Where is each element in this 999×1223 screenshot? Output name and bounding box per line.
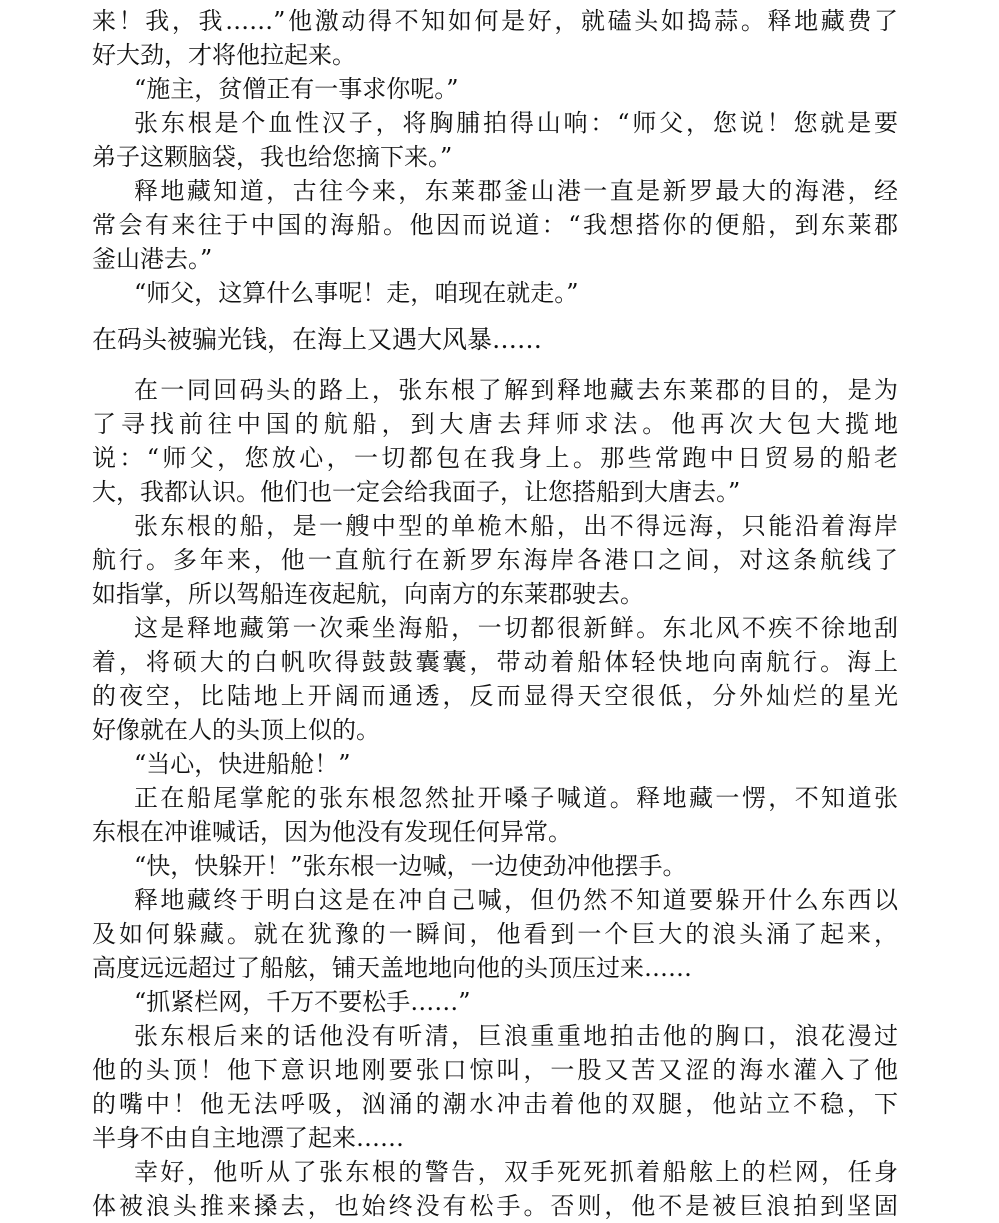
text-line: 好像就在人的头顶上似的。 <box>92 716 380 744</box>
text-line: 如指掌，所以驾船连夜起航，向南方的东莱郡驶去。 <box>92 580 644 608</box>
text-line: 釜山港去。” <box>92 245 213 273</box>
text-line: 正在船尾掌舵的张东根忽然扯开嗓子喊道。释地藏一愣，不知道张 <box>134 784 898 812</box>
text-line: “抓紧栏网，千万不要松手……” <box>134 988 471 1016</box>
text-line: “施主，贫僧正有一事求你呢。” <box>134 75 459 103</box>
text-line: 半身不由自主地漂了起来…… <box>92 1124 404 1152</box>
text-line: 说：“师父，您放心，一切都包在我身上。那些常跑中日贸易的船老 <box>92 444 898 472</box>
text-line: 来！我，我……”他激动得不知如何是好，就磕头如捣蒜。释地藏费了 <box>92 7 898 35</box>
text-line: 了寻找前往中国的航船，到大唐去拜师求法。他再次大包大揽地 <box>92 410 898 438</box>
text-line: 航行。多年来，他一直航行在新罗东海岸各港口之间，对这条航线了 <box>92 546 898 574</box>
text-line: 他的头顶！他下意识地刚要张口惊叫，一股又苦又涩的海水灌入了他 <box>92 1056 898 1084</box>
text-line: 高度远远超过了船舷，铺天盖地地向他的头顶压过来…… <box>92 954 692 982</box>
text-line: 常会有来往于中国的海船。他因而说道：“我想搭你的便船，到东莱郡 <box>92 211 898 239</box>
text-line: 张东根的船，是一艘中型的单桅木船，出不得远海，只能沿着海岸 <box>134 512 898 540</box>
text-line: 释地藏知道，古往今来，东莱郡釜山港一直是新罗最大的海港，经 <box>134 177 898 205</box>
text-line: 弟子这颗脑袋，我也给您摘下来。” <box>92 143 453 171</box>
text-line: 大，我都认识。他们也一定会给我面子，让您搭船到大唐去。” <box>92 478 741 506</box>
story-passage-main <box>92 373 898 1223</box>
section-heading: 在码头被骗光钱，在海上又遇大风暴…… <box>92 325 543 354</box>
text-line: 这是释地藏第一次乘坐海船，一切都很新鲜。东北风不疾不徐地刮 <box>134 614 898 642</box>
text-line: 在一同回码头的路上，张东根了解到释地藏去东莱郡的目的，是为 <box>134 376 898 404</box>
story-passage-top <box>92 4 898 310</box>
text-line: 张东根是个血性汉子，将胸脯拍得山响：“师父，您说！您就是要 <box>134 109 898 137</box>
text-line: 体被浪头推来搡去，也始终没有松手。否则，他不是被巨浪拍到坚固 <box>92 1192 898 1220</box>
text-line: “师父，这算什么事呢！走，咱现在就走。” <box>134 279 579 307</box>
text-line: 的夜空，比陆地上开阔而通透，反而显得天空很低，分外灿烂的星光 <box>92 682 898 710</box>
text-line: 幸好，他听从了张东根的警告，双手死死抓着船舷上的栏网，任身 <box>134 1158 898 1186</box>
text-line: 好大劲，才将他拉起来。 <box>92 41 356 69</box>
text-line: 的嘴中！他无法呼吸，汹涌的潮水冲击着他的双腿，他站立不稳，下 <box>92 1090 898 1118</box>
text-line: “快，快躲开！”张东根一边喊，一边使劲冲他摆手。 <box>134 852 687 880</box>
text-line: 着，将硕大的白帆吹得鼓鼓囊囊，带动着船体轻快地向南航行。海上 <box>92 648 898 676</box>
text-line: “当心，快进船舱！” <box>134 750 351 778</box>
text-line: 释地藏终于明白这是在冲自己喊，但仍然不知道要躲开什么东西以 <box>134 886 898 914</box>
text-line: 东根在冲谁喊话，因为他没有发现任何异常。 <box>92 818 572 846</box>
text-line: 张东根后来的话他没有听清，巨浪重重地拍击他的胸口，浪花漫过 <box>134 1022 898 1050</box>
text-line: 及如何躲藏。就在犹豫的一瞬间，他看到一个巨大的浪头涌了起来， <box>92 920 898 948</box>
